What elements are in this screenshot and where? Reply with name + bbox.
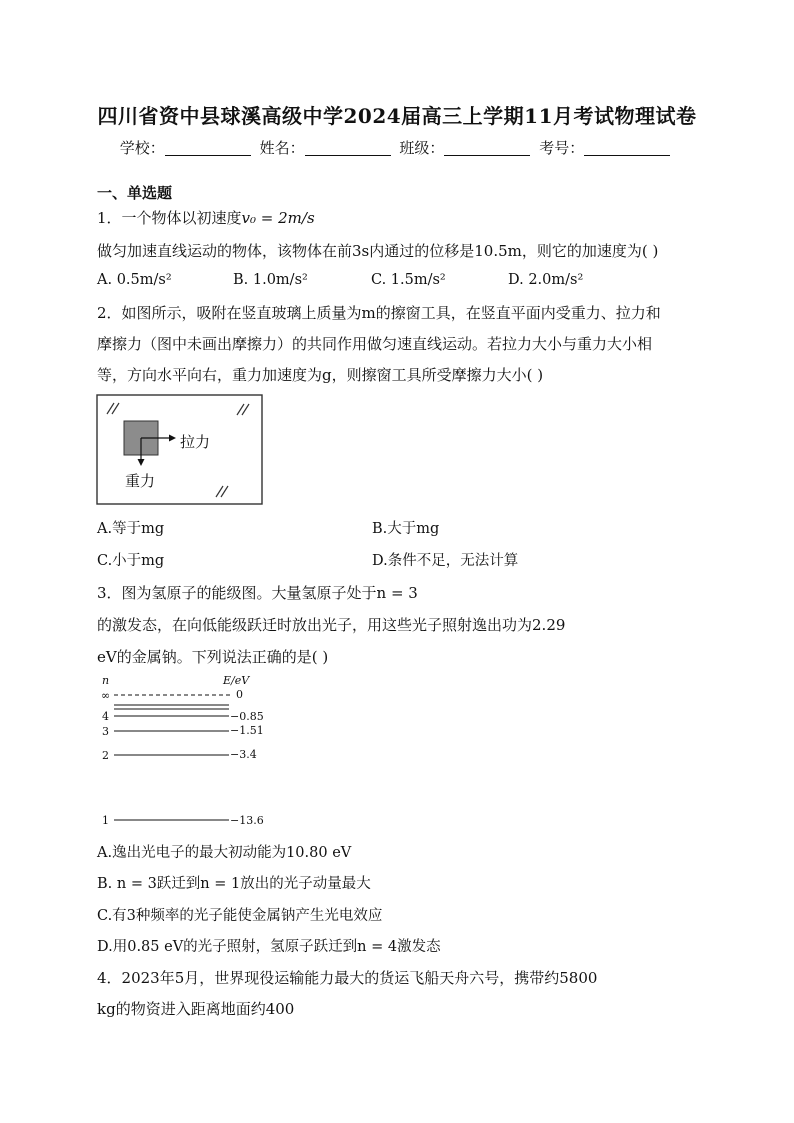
- q2-option-d: D.条件不足，无法计算: [372, 553, 519, 569]
- level-2-n: 2: [102, 749, 109, 762]
- q1-option-d: D. 2.0m/s²: [508, 272, 584, 288]
- q2-option-c: C.小于mg: [97, 553, 165, 569]
- level-3-n: 3: [102, 725, 109, 738]
- q2-stem-line1: 2．如图所示，吸附在竖直玻璃上质量为m的擦窗工具，在竖直平面内受重力、拉力和: [97, 304, 661, 322]
- level-2-energy: −3.4: [230, 748, 257, 761]
- level-3-energy: −1.51: [230, 724, 264, 737]
- q3-stem-line2: 的激发态，在向低能级跃迁时放出光子，用这些光子照射逸出功为2.29: [97, 616, 566, 634]
- pull-label: 拉力: [180, 433, 211, 451]
- q3-option-d: D.用0.85 eV的光子照射，氢原子跃迁到n = 4激发态: [97, 939, 441, 955]
- q1-option-b: B. 1.0m/s²: [233, 272, 308, 288]
- q3-option-a: A.逸出光电子的最大初动能为10.80 eV: [97, 845, 352, 861]
- q3-option-c: C.有3种频率的光子能使金属钠产生光电效应: [97, 908, 383, 924]
- level-1-n: 1: [102, 814, 109, 827]
- q2-option-a: A.等于mg: [97, 521, 165, 537]
- class-label: 班级：: [399, 139, 445, 157]
- level-4-n: 4: [102, 710, 109, 723]
- q3-option-b: B. n = 3跃迁到n = 1放出的光子动量最大: [97, 876, 371, 892]
- q1-stem-line1: [97, 207, 315, 228]
- name-label: 姓名：: [259, 139, 305, 157]
- student-info-row: [0, 137, 794, 158]
- q2-stem-line2: 摩擦力（图中未画出摩擦力）的共同作用做匀速直线运动。若拉力大小与重力大小相: [97, 335, 653, 353]
- name-blank: [305, 141, 391, 156]
- q1-option-c: C. 1.5m/s²: [371, 272, 446, 288]
- q1-option-a: A. 0.5m/s²: [97, 272, 172, 288]
- level-1-energy: −13.6: [230, 814, 264, 827]
- level-4-energy: −0.85: [230, 710, 264, 723]
- level-inf-energy: 0: [236, 688, 243, 701]
- q3-stem-line1: 3．图为氢原子的能级图。大量氢原子处于n = 3: [97, 584, 418, 602]
- energy-axis-label: E/eV: [223, 674, 250, 687]
- q1-initial-velocity: v₀ = 2m/s: [241, 209, 315, 227]
- gravity-label: 重力: [125, 472, 156, 490]
- q1-stem-line2: 做匀加速直线运动的物体，该物体在前3s内通过的位移是10.5m，则它的加速度为( ): [97, 242, 659, 260]
- exam-number-label: 考号：: [539, 139, 585, 157]
- level-inf-n: ∞: [101, 689, 111, 702]
- exam-number-blank: [584, 141, 670, 156]
- q4-stem-line1: 4．2023年5月，世界现役运输能力最大的货运飞船天舟六号，携带约5800: [97, 969, 598, 987]
- q3-stem-line3: eV的金属钠。下列说法正确的是( ): [97, 648, 329, 666]
- q4-stem-line2: kg的物资进入距离地面约400: [97, 1000, 295, 1018]
- q1-stem-text: 1．一个物体以初速度: [97, 209, 242, 227]
- exam-title: 四川省资中县球溪高级中学2024届高三上学期11月考试物理试卷: [97, 104, 697, 128]
- window-cleaner-figure: [96, 394, 264, 506]
- class-blank: [444, 141, 530, 156]
- q2-stem-line3: 等，方向水平向右，重力加速度为g，则擦窗工具所受摩擦力大小( ): [97, 366, 544, 384]
- school-blank: [165, 141, 251, 156]
- school-label: 学校：: [119, 139, 165, 157]
- section-title: 一、单选题: [97, 184, 173, 202]
- energy-level-diagram: [96, 672, 296, 832]
- n-axis-label: n: [102, 674, 110, 687]
- q2-option-b: B.大于mg: [372, 521, 440, 537]
